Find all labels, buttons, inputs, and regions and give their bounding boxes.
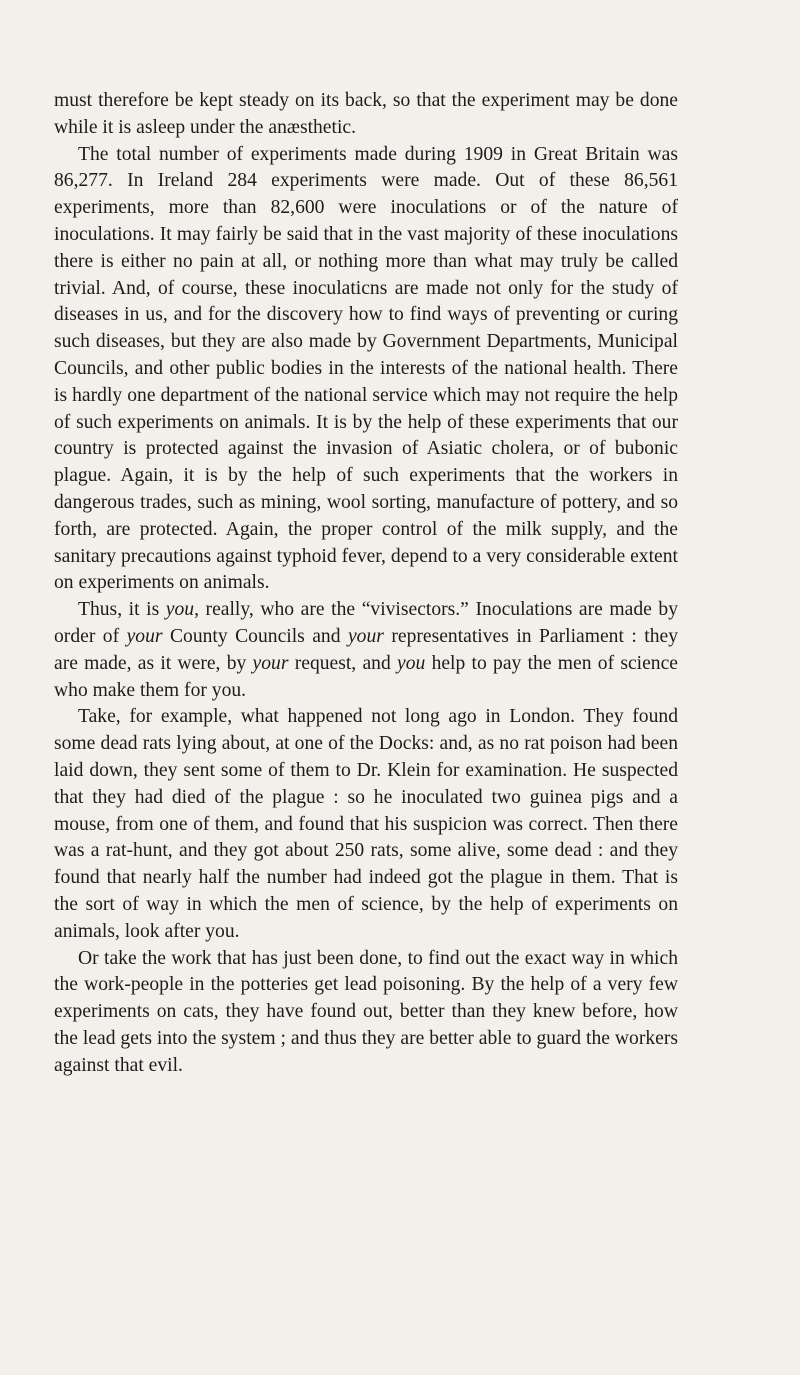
- paragraph: [54, 946, 678, 1080]
- paragraph: [54, 597, 678, 704]
- emphasis-text: you: [397, 652, 426, 674]
- text-run: Thus, it is: [78, 599, 166, 621]
- text-run: request, and: [288, 652, 398, 674]
- emphasis-text: your: [347, 625, 384, 647]
- paragraph: [54, 142, 678, 598]
- text-run: Take, for example, what happened not long ago in London. They found some dead rats lying about, at one of the Docks: and, as no rat poison had been laid down, they sent some of them to Dr. Klein for examination. He suspected that they had died of the plague : so he inoculated two guinea pigs and a mouse, from one of them, and found that his suspicion was correct. Then there was a rat-hunt, and they got about 250 rats, some alive, some dead : and they found that nearly half the number had indeed got the plague in them. That is the sort of way in which the men of science, by the help of experiments on animals, look after you.: [54, 706, 678, 942]
- text-run: representatives in Parliament : they are made, as it were, by: [54, 625, 678, 674]
- paragraph: [54, 88, 678, 142]
- emphasis-text: you: [165, 599, 195, 621]
- text-run: Or take the work that has just been done, to find out the exact way in which the work-people in the potteries get lead poisoning. By the help of a very few experiments on cats, they have found out, better than they knew before, how the lead gets into the system ; and thus they are better able to guard the workers against that evil.: [54, 947, 678, 1076]
- text-run: County Councils and: [162, 625, 348, 647]
- text-run: , really, who are the “vivisectors.” Inoculations are made by order of: [54, 599, 678, 647]
- text-run: must therefore be kept steady on its back, so that the experiment may be done while it is asleep under the anæsthetic.: [54, 90, 678, 138]
- emphasis-text: your: [126, 625, 163, 647]
- emphasis-text: your: [252, 652, 289, 674]
- paragraph: [54, 704, 678, 945]
- text-run: help to pay the men of science who make them for you.: [54, 652, 679, 701]
- text-run: The total number of experiments made during 1909 in Great Britain was 86,277. In Ireland 284 experiments were made. Out of these 86,561 experiments, more than 82,600 were inoculations or of the nature of inoculations. It may fairly be said that in the vast majority of these inoculations there is either no pain at all, or nothing more than what may truly be called trivial. And, of course, these inoculaticns are made not only for the study of diseases in us, and for the discovery how to find ways of preventing or curing such diseases, but they are also made by Government Departments, Municipal Councils, and other public bodies in the interests of the national health. There is hardly one department of the national service which may not require the help of such experiments on animals. It is by the help of these experiments that our country is protected against the invasion of Asiatic cholera, or of bubonic plague. Again, it is by the help of such experiments that the workers in dangerous trades, such as mining, wool sorting, manufacture of pottery, and so forth, are protected. Again, the proper control of the milk supply, and the sanitary precautions against typhoid fever, depend to a very considerable extent on experiments on animals.: [54, 143, 678, 594]
